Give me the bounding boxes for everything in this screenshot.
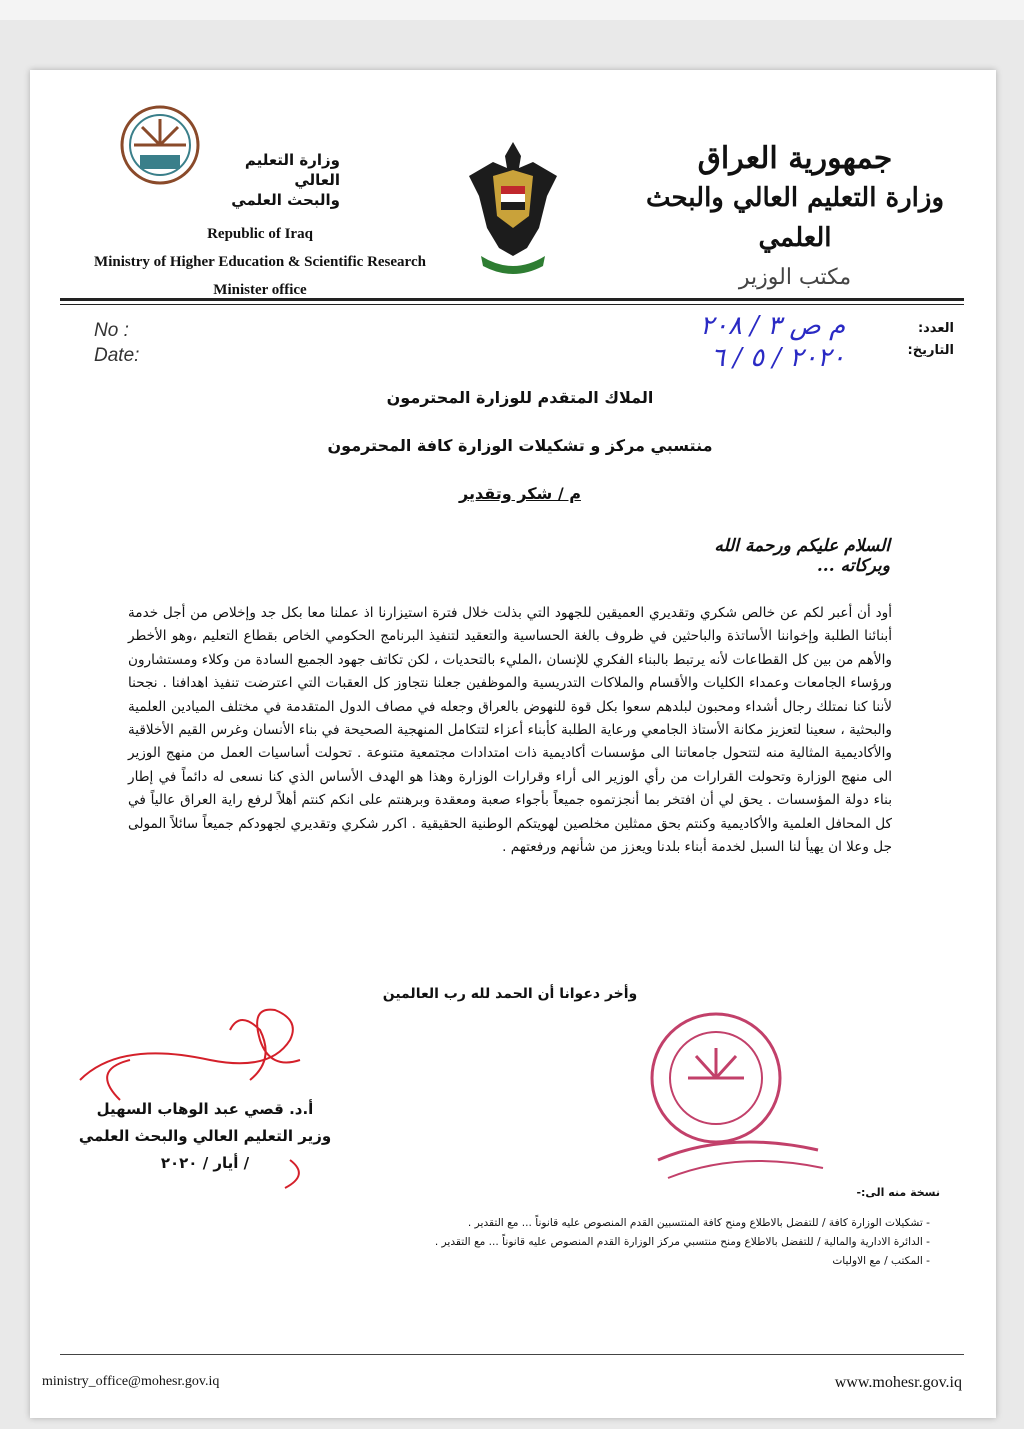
footer-website: www.mohesr.gov.iq <box>834 1374 962 1391</box>
greeting: السلام عليكم ورحمة الله وبركاته ... <box>714 536 890 576</box>
signer-block <box>70 1096 340 1177</box>
header-divider-thick <box>60 298 964 301</box>
list-item: - المكتب / مع الاوليات <box>290 1252 930 1271</box>
en-header-line1: Republic of Iraq <box>207 226 313 242</box>
no-label-en: No : <box>94 320 129 341</box>
ar-header-line3: مكتب الوزير <box>738 265 852 290</box>
header-divider-thin <box>60 304 964 305</box>
signer-title: وزير التعليم العالي والبحث العلمي <box>78 1127 332 1145</box>
footer-divider <box>60 1354 964 1355</box>
logo-ar-line2: والبحث العلمي <box>231 191 340 209</box>
logo-ar-line1: وزارة التعليم العالي <box>244 151 340 189</box>
logo-text <box>200 150 340 210</box>
ar-header-line2: وزارة التعليم العالي والبحث العلمي <box>645 183 945 253</box>
arabic-header <box>640 140 950 298</box>
reference-ar-labels <box>908 318 954 362</box>
signer-name: أ.د. قصي عبد الوهاب السهيل <box>96 1100 314 1118</box>
ar-header-line1: جمهورية العراق <box>697 141 893 176</box>
addressee-line2: منتسبي مركز و تشكيلات الوزارة كافة المحترمون <box>327 436 713 455</box>
reference-en-labels <box>94 318 139 368</box>
list-item: - الدائرة الادارية والمالية / للتفضل بالاطلاع ومنح منتسبي مركز الوزارة القدم المنصوص عليه قانوناً ... مع التقدير . <box>290 1233 930 1252</box>
eagle-emblem-icon <box>463 136 563 276</box>
signature-date: / أيار / ٢٠٢٠ <box>160 1154 250 1172</box>
copies-list <box>290 1214 930 1271</box>
letter-body: أود أن أعبر لكم عن خالص شكري وتقديري العميقين للجهود التي بذلت خلال فترة استيزارنا اذ عملنا معا بكل جد وإخلاص من أجل خدمة أبنائنا الطلبة وإخواننا الأساتذة والباحثين في ظروف بالغة الحساسية والتعقيد لتنفيذ البرنامج الحكومي الخاص بقطاع التعليم ،وهو الأخطر والأهم من بين كل القطاعات لأنه يرتبط بالبناء الفكري للإنسان ،المليء بالتحديات ، لكن تكاتف جهود الجميع السادة من وكلاء ومستشارون ورؤساء الجامعات وعمداء الكليات والأقسام والملاكات التدريسية والموظفين جعلنا نتجاوز كل العقبات التي اعترضت تنفيذ اهدافنا . نجحنا لأننا كنا نمتلك رجال أشداء ومحبون لبلدهم سعوا بكل قوة للنهوض بالعراق وجعله في مصاف الدول المتقدمة في مختلف الميادين العلمية والبحثية ، سعينا لتعزيز مكانة الأستاذ الجامعي ورعاية الطلبة كأبناء أعزاء لتتكامل المنهجية الصحيحة في بناء الأنسان وغرس القيم الأخلاقية والأكاديمية المثالية منه لتتحول جامعاتنا الى مؤسسات أكاديمية ذات امتدادات مجتمعية متنوعة . تحولت أساسيات العمل من منهج الوزير الى منهج الوزارة وتحولت القرارات من رأي الوزير الى أراء وقرارات الوزارة وهذا هو الهدف الأساس الذي كنا نسعى له دائماً في إطار بناء دولة المؤسسات . يحق لي أن افتخر بما أنجزتموه جميعاً بأجواء صعبة ومعقدة وبرهنتم على انكم كنتم أهلاً لرفع راية العراق عالياً في كل المحافل العلمية والأكاديمية وكنتم بحق ممثلين مخلصين لهويتكم الوطنية الحقيقية . اكرر شكري وتقديري لجهودكم جميعاً سائلاً المولى جل وعلا ان يهيأ لنا السبل لخدمة أبناء بلدنا ويعزز من شأنهم ورفعتهم . <box>128 605 892 856</box>
date-label-en: Date: <box>94 345 140 366</box>
official-seal-icon <box>638 1000 828 1190</box>
closing-line: وأخر دعوانا أن الحمد لله رب العالمين <box>382 986 638 1002</box>
no-value: م ص ٣ / ٢٠٨ <box>700 311 846 341</box>
top-strip <box>0 0 1024 20</box>
en-header-line3: Minister office <box>213 282 307 298</box>
footer-email: ministry_office@mohesr.gov.iq <box>42 1374 220 1389</box>
en-header-line2: Ministry of Higher Education & Scientific Research <box>94 254 426 270</box>
reference-handwritten <box>700 310 845 374</box>
english-header <box>60 220 460 304</box>
date-label-ar: التاريخ: <box>907 343 954 358</box>
no-label-ar: العدد: <box>917 321 954 336</box>
addressee-line1: الملاك المتقدم للوزارة المحترمون <box>386 388 654 407</box>
subject-line: م / شكر وتقدير <box>459 484 581 503</box>
date-value: ٢٠٢٠ / ٥ / ٦ <box>710 343 846 373</box>
copies-label: نسخة منه الى:- <box>856 1186 940 1199</box>
list-item: - تشكيلات الوزارة كافة / للتفضل بالاطلاع ومنح كافة المنتسبين القدم المنصوص عليه قانوناً ... مع التقدير . <box>290 1214 930 1233</box>
